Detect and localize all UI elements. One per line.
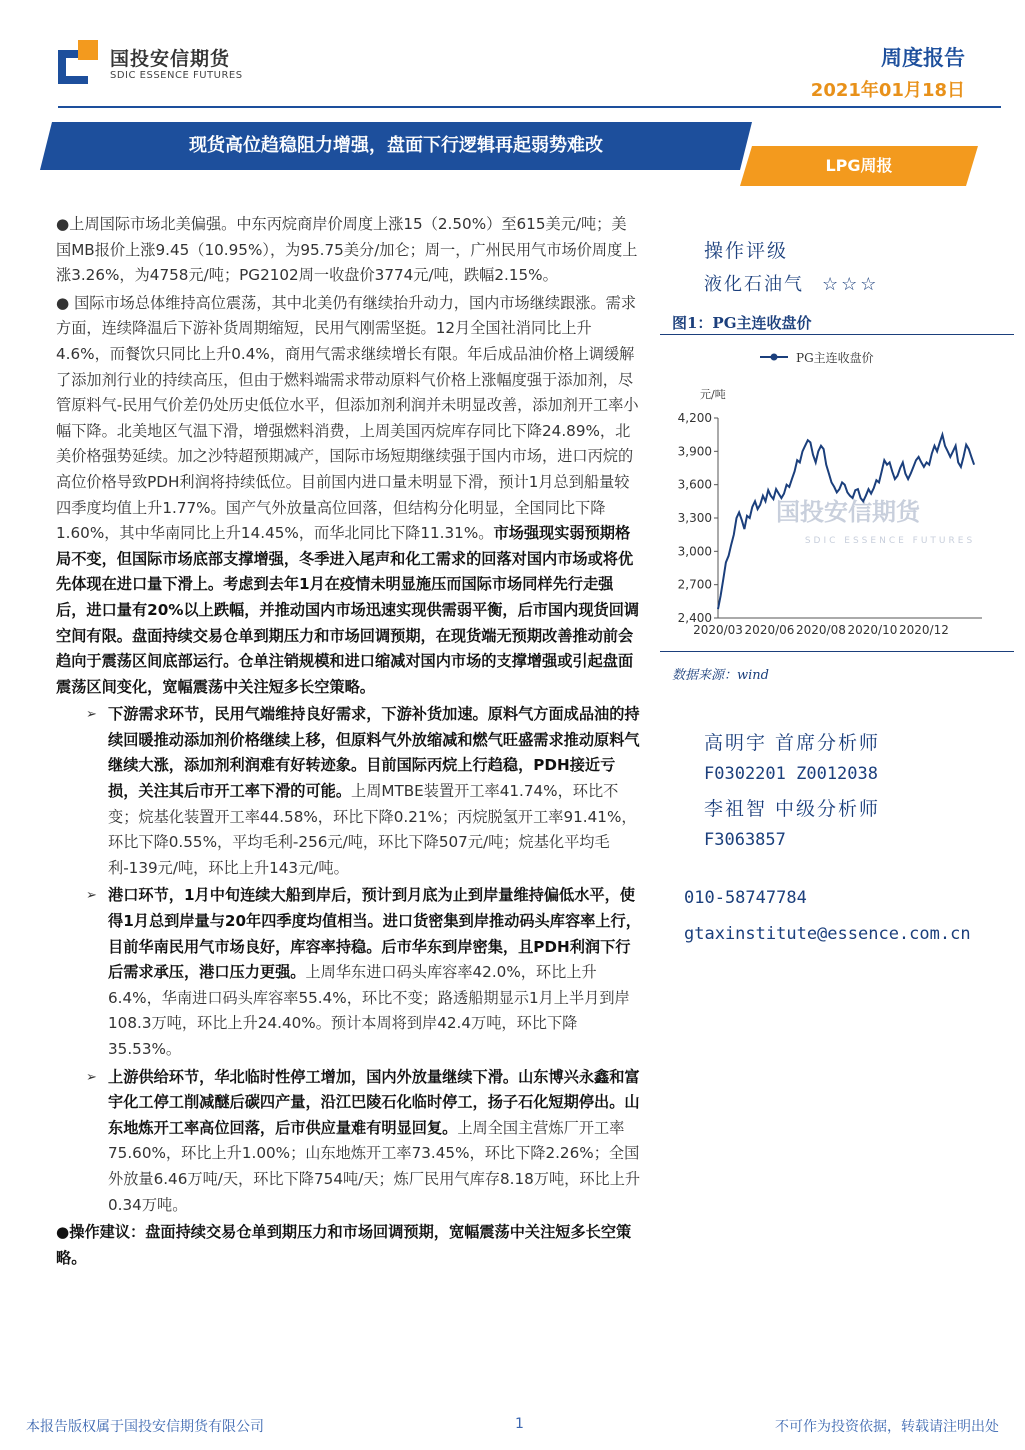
report-date: 2021年01月18日 bbox=[810, 80, 965, 101]
x-tick-label: 2020/08 bbox=[796, 623, 846, 637]
contact-phone: 010-58747784 bbox=[684, 888, 807, 908]
legend-label: PG主连收盘价 bbox=[796, 351, 874, 365]
brand-name-cn: 国投安信期货 bbox=[110, 48, 231, 70]
y-tick-label: 2,700 bbox=[677, 577, 712, 592]
analysis-conclusion: 市场强现实弱预期格局不变，但国际市场底部支撑增强，冬季进入尾声和化工需求的回落对国内市场或将优先体现在进口量下滑上。考虑到去年1月在疫情未明显施压而国际市场同样先行走强后，进口量有20%以上跌幅，并推动国内市场迅速实现供需弱平衡，后市国内现货回调空间有限。盘面持续交易仓单到期压力和市场回调预期，在现货端无预期改善推动前会趋向于震荡区间底部运行。仓单注销规模和进口缩减对国内市场的支撑增强或引起盘面震荡区间变化，宽幅震荡中关注短多长空策略。 bbox=[56, 524, 640, 696]
downstream-data: 上周MTBE装置开工率41.74%，环比不变；烷基化装置开工率44.58%，环比下降0.21%；丙烷脱氢开工率91.41%，环比下降0.55%，平均毛利-256元/吨，环比下降507元/吨；烷基化平均毛利-139元/吨，环比上升143元/吨。 bbox=[108, 782, 637, 877]
section-port bbox=[56, 883, 641, 1062]
x-tick-label: 2020/12 bbox=[898, 623, 949, 637]
y-tick-label: 3,600 bbox=[677, 477, 712, 492]
page-number: 1 bbox=[515, 1416, 524, 1432]
brand-name-en: SDIC ESSENCE FUTURES bbox=[110, 70, 243, 81]
y-tick-label: 3,900 bbox=[677, 444, 712, 459]
port-summary: 港口环节，1月中旬连续大船到岸后，预计到月底为止到岸量维持偏低水平，使得1月总到岸量与20年四季度均值相当。进口货密集到岸推动码头库容率上行，目前华南民用气市场良好，库容率持稳。后市华东到岸密集，且PDH利润下行后需求承压，港口压力更强。 bbox=[108, 886, 641, 982]
watermark-cn: 国投安信期货 bbox=[776, 498, 920, 526]
contact-email[interactable]: gtaxinstitute@essence.com.cn bbox=[684, 924, 971, 944]
figure-title: 图1：PG主连收盘价 bbox=[672, 314, 812, 332]
report-type: 周度报告 bbox=[881, 46, 965, 70]
header-divider bbox=[58, 106, 1001, 108]
y-axis bbox=[678, 411, 718, 625]
rating-stars: ☆☆☆ bbox=[822, 274, 880, 295]
rating-title: 操作评级 bbox=[704, 240, 789, 262]
analyst-2-id: F3063857 bbox=[704, 830, 786, 850]
footer-copyright: 本报告版权属于国投安信期货有限公司 bbox=[26, 1419, 264, 1435]
arrow-bullet-icon: ➢ bbox=[86, 1069, 97, 1085]
upstream-summary: 上游供给环节，华北临时性停工增加，国内外放量继续下滑。山东博兴永鑫和富宇化工停工削减醚后碳四产量，沿江巴陵石化临时停工，扬子石化短期停出。山东地炼开工率高位回落，后市供应量难有明显回复。 bbox=[108, 1067, 640, 1137]
y-tick-label: 4,200 bbox=[677, 411, 712, 425]
x-axis bbox=[693, 618, 982, 637]
arrow-bullet-icon: ➢ bbox=[86, 707, 97, 723]
port-data: 上周华东进口码头库容率42.0%，环比上升6.4%，华南进口码头库容率55.4%，环比不变；路透船期显示1月上半月到岸108.3万吨，环比上升24.40%。预计本周将到岸42.4万吨，环比下降35.53%。 bbox=[108, 963, 630, 1058]
paragraph-market-summary: ●上周国际市场北美偏强。中东丙烷商岸价周度上涨15（2.50%）至615美元/吨；美国MB报价上涨9.45（10.95%），为95.75美分/加仑；周一，广州民用气市场价周度上涨3.26%，为4758元/吨；PG2102周一收盘价3774元/吨，跌幅2.15%。 bbox=[56, 215, 638, 285]
rating-item: 液化石油气 bbox=[704, 274, 804, 295]
section-upstream bbox=[56, 1065, 641, 1219]
category-tag-label: LPG周报 bbox=[825, 156, 893, 175]
recommendation-text: ●操作建议：盘面持续交易仓单到期压力和市场回调预期，宽幅震荡中关注短多长空策略。 bbox=[56, 1223, 632, 1267]
footer-disclaimer: 不可作为投资依据，转载请注明出处 bbox=[775, 1419, 999, 1435]
paragraph-analysis bbox=[56, 291, 641, 701]
rating-line bbox=[704, 270, 879, 296]
company-logo bbox=[58, 40, 102, 84]
section-downstream bbox=[56, 702, 641, 881]
y-axis-unit: 元/吨 bbox=[700, 388, 726, 401]
legend-marker bbox=[771, 354, 778, 361]
y-tick-label: 3,300 bbox=[677, 511, 712, 525]
upstream-data: 上周全国主营炼厂开工率75.60%，环比上升1.00%；山东地炼开工率73.45%，环比下降2.26%；全国外放量6.46万吨/天，环比下降754吨/天；炼厂民用气库存8.18万吨，环比上升0.34万吨。 bbox=[108, 1118, 641, 1214]
analyst-2: 李祖智 中级分析师 bbox=[704, 798, 881, 820]
paragraph-recommendation bbox=[56, 1220, 641, 1271]
x-tick-label: 2020/03 bbox=[693, 623, 743, 637]
arrow-bullet-icon: ➢ bbox=[86, 888, 97, 904]
y-tick-label: 3,000 bbox=[677, 544, 712, 559]
chart-legend bbox=[760, 350, 874, 365]
downstream-summary: 下游需求环节，民用气端维持良好需求，下游补货加速。原料气方面成品油的持续回暖推动添加剂价格继续上移，但原料气外放缩减和燃气旺盛需求推动原料气继续大涨，添加剂利润难有好转迹象。目前国际丙烷上行趋稳，PDH接近亏损，关注其后市开工率下滑的可能。 bbox=[108, 705, 640, 801]
main-content bbox=[56, 212, 641, 1273]
analyst-1: 高明宇 首席分析师 bbox=[704, 732, 881, 754]
analyst-1-id: F0302201 Z0012038 bbox=[704, 764, 878, 784]
x-tick-label: 2020/06 bbox=[744, 623, 795, 637]
figure-source: 数据来源：wind bbox=[672, 668, 769, 683]
x-tick-label: 2020/10 bbox=[847, 623, 898, 637]
report-title: 现货高位趋稳阻力增强，盘面下行逻辑再起弱势难改 bbox=[189, 135, 603, 156]
watermark-en: SDIC ESSENCE FUTURES bbox=[804, 536, 976, 546]
y-tick-label: 2,400 bbox=[677, 611, 712, 625]
analysis-text: ● 国际市场总体维持高位震荡，其中北美仍有继续抬升动力，国内市场继续跟涨。需求方面，连续降温后下游补货周期缩短，民用气刚需坚挺。12月全国社消同比上升4.6%，而餐饮只同比上升0.4%，商用气需求继续增长有限。年后成品油价格上调缓解了添加剂行业的持续高压，但由于燃料端需求带动原料气价格上涨幅度强于添加剂，尽管原料气-民用气价差仍处历史低位水平，但添加剂利润并未明显改善，添加剂开工率小幅下降。北美地区气温下滑，增强燃料消费，上周美国丙烷库存同比下降24.89%，北美价格强势延续。加之沙特超预期减产，国际市场短期继续强于国内市场，进口丙烷的高位价格导致PDH利润将持续低位。目前国内进口量未明显下滑，预计1月总到船量较四季度均值上升1.77%。国产气外放量高位回落，但结构分化明显，全国同比下降1.60%，其中华南同比上升14.45%，而华北同比下降11.31%。 bbox=[56, 293, 639, 543]
price-chart bbox=[660, 336, 1014, 650]
